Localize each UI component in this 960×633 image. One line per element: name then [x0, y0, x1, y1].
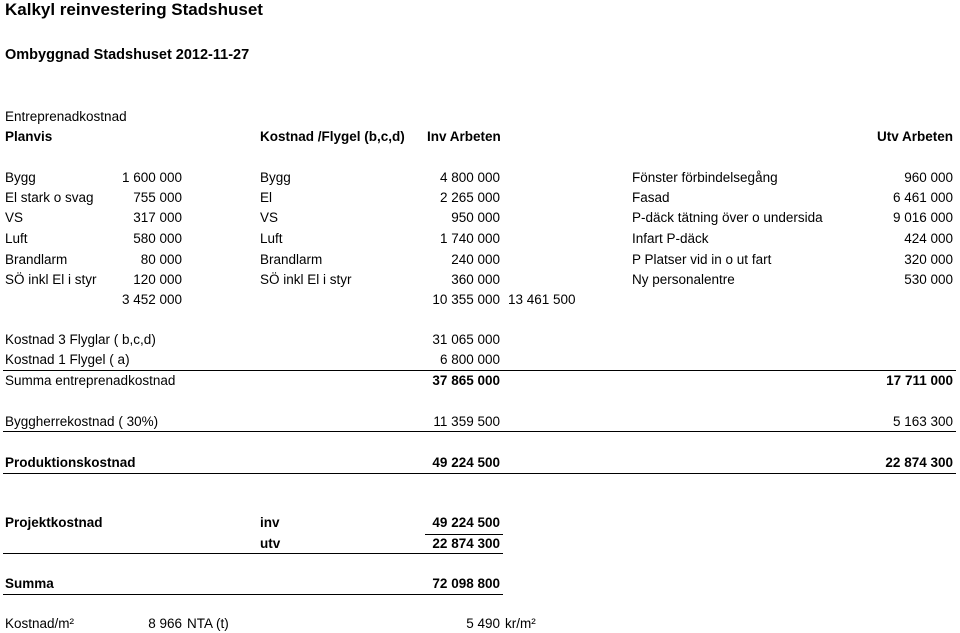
row-a-label: El stark o svag	[5, 190, 94, 205]
row-b-label: VS	[260, 210, 279, 225]
kostnad3-label: Kostnad 3 Flyglar ( b,c,d)	[5, 332, 156, 347]
row-a-label: Luft	[5, 231, 28, 246]
produktion-inv: 49 224 500	[432, 455, 500, 470]
summa-entr-label: Summa entreprenadkostnad	[5, 373, 176, 388]
row-a-value: 317 000	[133, 210, 182, 225]
row-c-label: P-däck tätning över o undersida	[632, 210, 823, 225]
summa-entr-utv: 17 711 000	[886, 373, 953, 388]
kvm-area-unit: NTA (t)	[187, 616, 229, 631]
divider-line	[3, 370, 956, 371]
row-c-value: 6 461 000	[892, 190, 953, 205]
row-c-value: 9 016 000	[892, 210, 953, 225]
row-a-label: Brandlarm	[5, 252, 68, 267]
row-c-value: 530 000	[904, 272, 953, 287]
page-title: Kalkyl reinvestering Stadshuset	[5, 0, 263, 19]
kvm-value: 5 490	[466, 616, 500, 631]
row-a-value: 580 000	[133, 231, 182, 246]
row-b-value: 2 265 000	[439, 190, 500, 205]
divider-line	[3, 553, 503, 554]
divider-line	[425, 534, 503, 535]
row-c-label: Infart P-däck	[632, 231, 709, 246]
kostnad1-label: Kostnad 1 Flygel ( a)	[5, 352, 130, 367]
byggherre-inv: 11 359 500	[433, 414, 500, 429]
produktion-utv: 22 874 300	[885, 455, 953, 470]
row-b-value: 950 000	[451, 210, 500, 225]
summa-label: Summa	[5, 576, 54, 591]
header-utv-arbeten: Utv Arbeten	[876, 129, 953, 144]
projekt-inv-label: inv	[260, 515, 280, 530]
projekt-label: Projektkostnad	[5, 515, 103, 530]
row-c-label: Fönster förbindelsegång	[632, 170, 778, 185]
kvm-area: 8 966	[148, 616, 182, 631]
row-b-label: Luft	[260, 231, 283, 246]
total-a: 3 452 000	[121, 292, 182, 307]
kostnad3-value: 31 065 000	[432, 332, 500, 347]
row-a-value: 80 000	[140, 252, 182, 267]
summa-entr-inv: 37 865 000	[432, 373, 500, 388]
projekt-inv-value: 49 224 500	[432, 515, 500, 530]
row-a-label: SÖ inkl El i styr	[5, 272, 97, 287]
section-label: Entreprenadkostnad	[5, 109, 127, 124]
row-b-value: 1 740 000	[439, 231, 500, 246]
divider-line	[3, 473, 956, 474]
row-b-label: Brandlarm	[260, 252, 323, 267]
header-inv-arbeten: Inv Arbeten	[427, 129, 501, 144]
divider-line	[3, 431, 956, 432]
total-b: 10 355 000	[432, 292, 500, 307]
total-inv: 13 461 500	[508, 292, 576, 307]
kvm-value-unit: kr/m²	[505, 616, 536, 631]
row-c-value: 424 000	[904, 231, 953, 246]
row-a-value: 1 600 000	[121, 170, 182, 185]
row-a-label: VS	[5, 210, 24, 225]
byggherre-utv: 5 163 300	[892, 414, 953, 429]
summa-value: 72 098 800	[432, 576, 500, 591]
row-b-value: 4 800 000	[439, 170, 500, 185]
projekt-utv-value: 22 874 300	[432, 536, 500, 551]
row-b-value: 360 000	[451, 272, 500, 287]
kostnad1-value: 6 800 000	[439, 352, 500, 367]
kvm-label: Kostnad/m²	[5, 616, 75, 631]
row-b-value: 240 000	[451, 252, 500, 267]
projekt-utv-label: utv	[260, 536, 281, 551]
row-a-value: 120 000	[133, 272, 182, 287]
row-c-value: 960 000	[904, 170, 953, 185]
row-c-label: Fasad	[632, 190, 670, 205]
row-b-label: El	[260, 190, 273, 205]
row-b-label: SÖ inkl El i styr	[260, 272, 352, 287]
produktion-label: Produktionskostnad	[5, 455, 136, 470]
header-planvis: Planvis	[5, 129, 53, 144]
row-c-value: 320 000	[904, 252, 953, 267]
row-c-label: Ny personalentre	[632, 272, 735, 287]
byggherre-label: Byggherrekostnad ( 30%)	[5, 414, 159, 429]
row-b-label: Bygg	[260, 170, 291, 185]
page-subtitle: Ombyggnad Stadshuset 2012-11-27	[5, 47, 250, 63]
row-a-value: 755 000	[133, 190, 182, 205]
header-kostnad-flygel: Kostnad /Flygel (b,c,d)	[260, 129, 405, 144]
row-a-label: Bygg	[5, 170, 36, 185]
divider-line	[3, 594, 503, 595]
row-c-label: P Platser vid in o ut fart	[632, 252, 772, 267]
